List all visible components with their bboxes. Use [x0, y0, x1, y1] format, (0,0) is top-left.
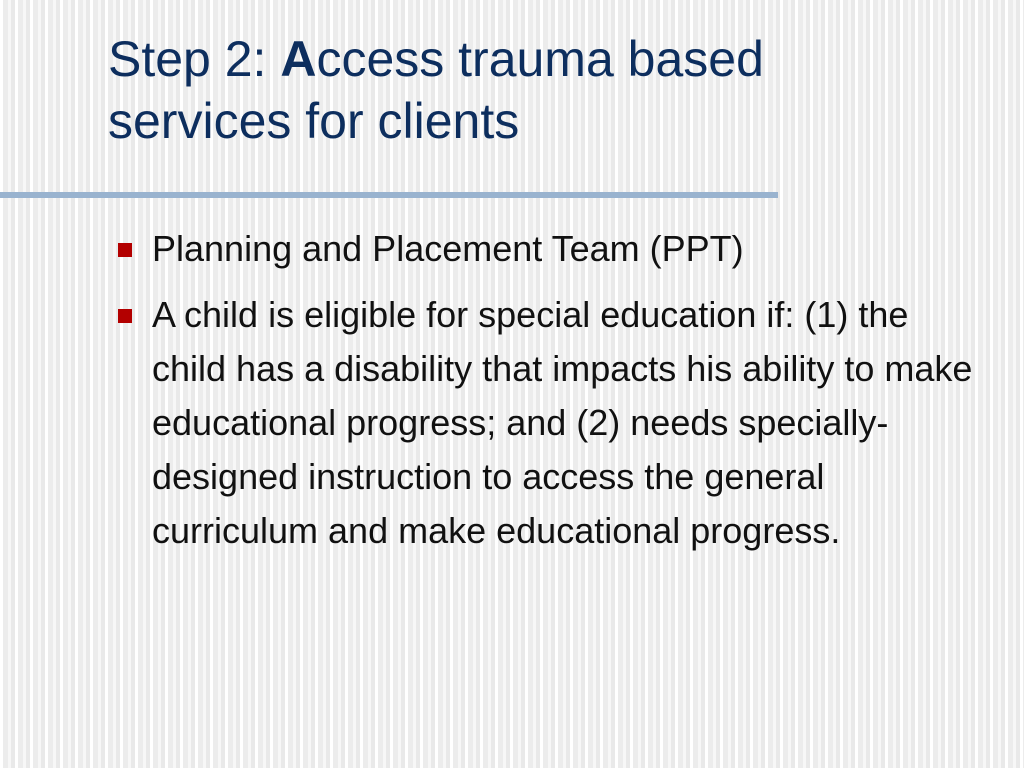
bullet-list — [110, 222, 990, 570]
title-divider — [0, 192, 778, 198]
bullet-text: Planning and Placement Team (PPT) — [152, 228, 744, 269]
square-bullet-icon — [118, 243, 132, 257]
title-emphasis-letter: A — [280, 31, 317, 87]
bullet-item-ppt — [110, 222, 990, 276]
title-prefix: Step 2: — [108, 31, 281, 87]
bullet-item-eligibility — [110, 288, 990, 558]
title-line-2: services for clients — [108, 93, 520, 149]
square-bullet-icon — [118, 309, 132, 323]
slide-title — [108, 28, 988, 152]
bullet-text: A child is eligible for special education if: (1) the child has a disability that impacts his ability to make educational progress; and (2) needs specially-designed instruction to access the general curriculum and make educational progress. — [152, 294, 973, 551]
title-rest: ccess trauma based — [316, 31, 764, 87]
